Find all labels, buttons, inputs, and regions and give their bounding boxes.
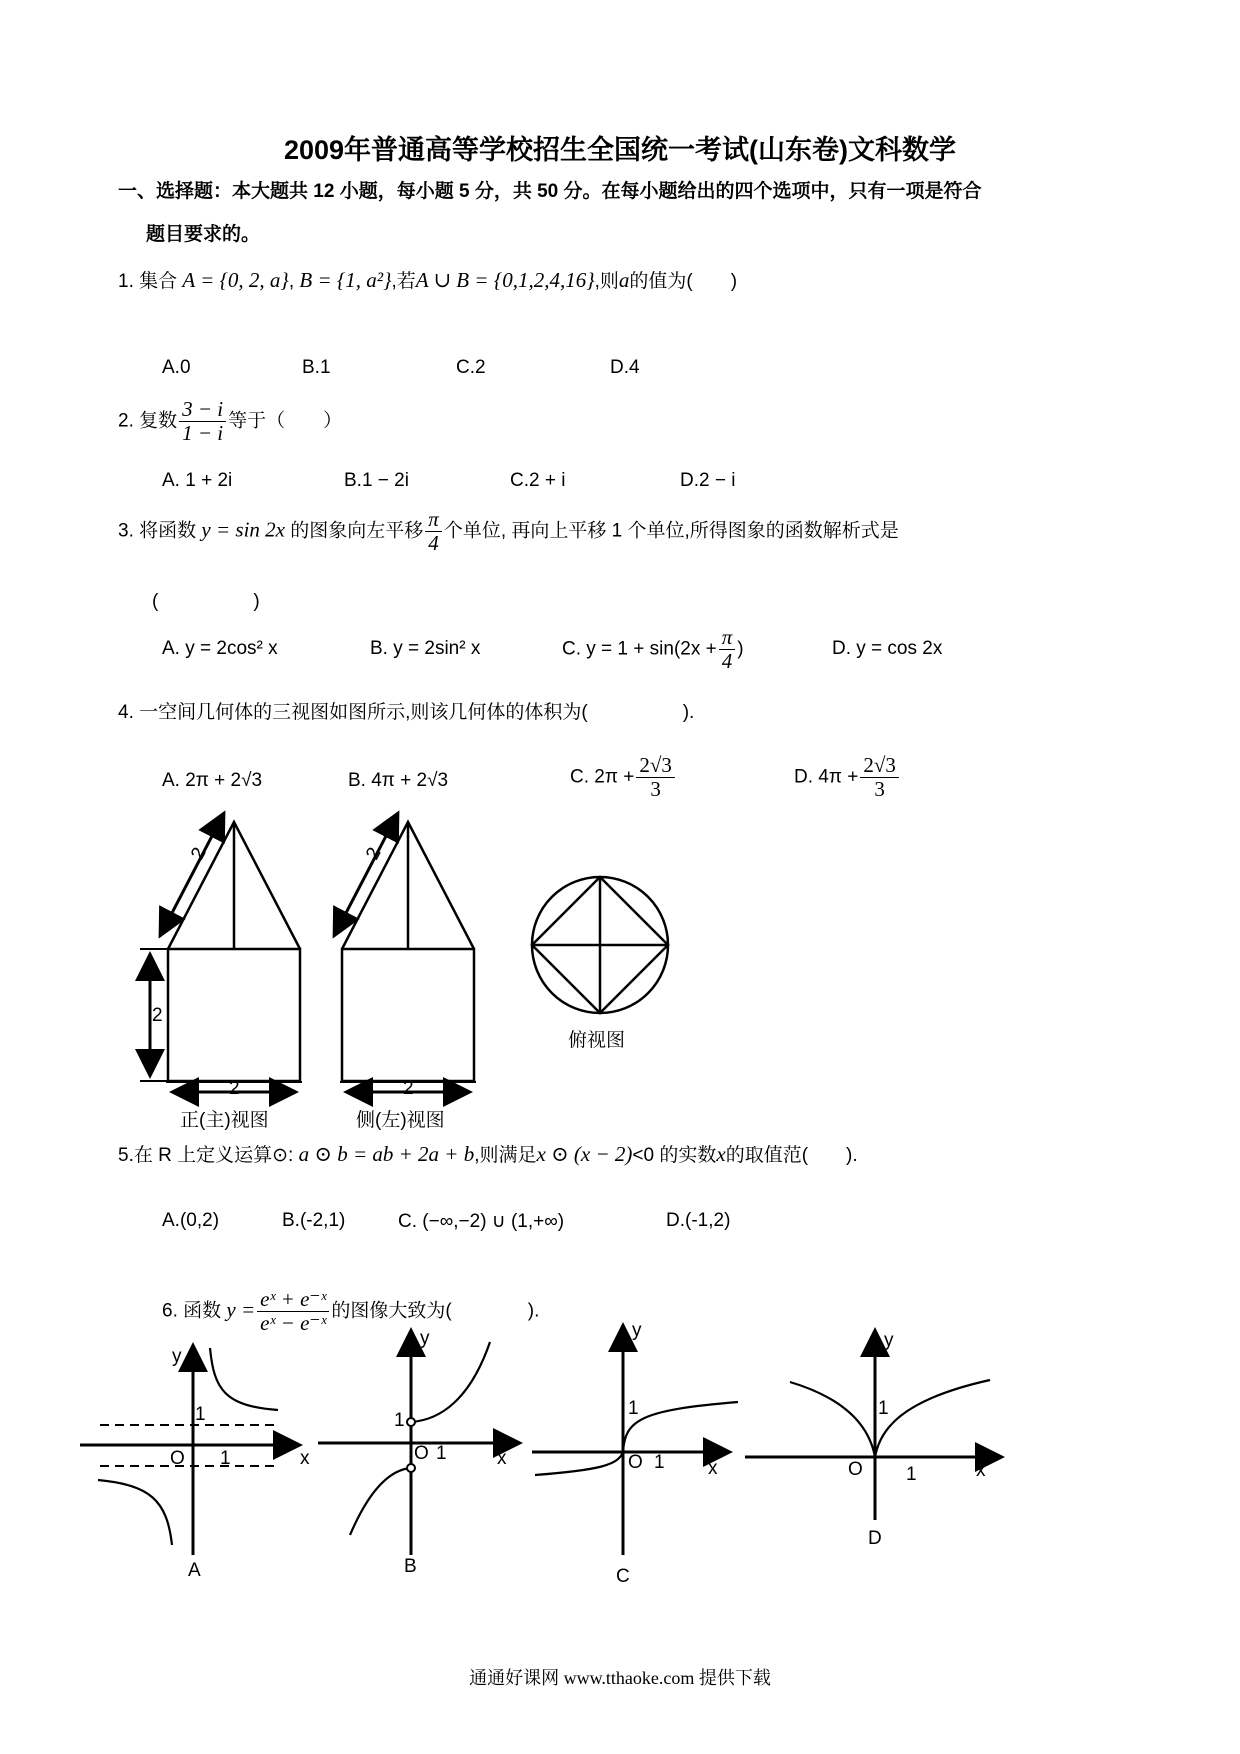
question-4: 4. 一空间几何体的三视图如图所示,则该几何体的体积为( ). — [118, 702, 695, 723]
q4-option-d-text: D. 4π + — [794, 766, 859, 788]
graph-b-curve-right — [411, 1342, 490, 1422]
q5-var: x — [716, 1142, 726, 1166]
page-footer: 通通好课网 www.tthaoke.com 提供下载 — [469, 1668, 771, 1688]
q5-option-b: B.(-2,1) — [282, 1210, 346, 1231]
q4-option-a: A. 2π + 2√3 — [162, 770, 263, 791]
front-view-label: 正(主)视图 — [180, 1110, 269, 1131]
q5-prefix: 5.在 R 上定义运算⊙: — [118, 1145, 294, 1166]
q3-mid: 的图象向左平移 — [290, 520, 424, 542]
q5-option-a: A.(0,2) — [162, 1210, 220, 1231]
q3-option-c-close: ) — [737, 638, 744, 660]
graph-c-label: C — [616, 1566, 630, 1587]
q1-var: a — [618, 268, 630, 292]
graph-d-x-label: x — [976, 1460, 986, 1481]
front-width-dim-label: 2 — [229, 1078, 240, 1099]
q1-union: A ∪ B = {0,1,2,4,16} — [415, 268, 595, 292]
graph-a — [80, 1345, 300, 1555]
graph-b-label: B — [404, 1556, 417, 1577]
graph-a-curve-right — [210, 1348, 278, 1410]
q6-suffix: 的图像大致为( ). — [331, 1300, 540, 1322]
q5-inequality: x ⊙ (x − 2) — [536, 1142, 633, 1166]
q2-option-a: A. 1 + 2i — [162, 470, 233, 491]
q3-option-a: A. y = 2cos² x — [162, 638, 278, 659]
graph-d-origin-label: O — [848, 1459, 863, 1480]
q3-option-d: D. y = cos 2x — [832, 638, 943, 659]
graph-a-origin-label: O — [170, 1448, 185, 1469]
page-title: 2009年普通高等学校招生全国统一考试(山东卷)文科数学 — [283, 135, 957, 165]
graph-d-label: D — [868, 1528, 882, 1549]
front-slant-dim-label: 2 — [187, 844, 211, 864]
graph-b-open-point-bottom — [407, 1464, 415, 1472]
q6-prefix: 6. 函数 — [162, 1300, 222, 1322]
q3-prefix: 3. 将函数 — [118, 520, 197, 542]
q3-numerator: π — [425, 508, 442, 532]
q3-function: y = sin 2x — [201, 517, 285, 542]
graph-a-y-label: y — [172, 1346, 182, 1367]
graph-c-y-tick: 1 — [628, 1398, 639, 1419]
side-width-dim-label: 2 — [403, 1078, 414, 1099]
q2-suffix: 等于（ ） — [228, 410, 343, 432]
graph-d-y-label: y — [884, 1330, 894, 1351]
q1-sep: , — [288, 271, 295, 292]
graph-b-x-label: x — [497, 1448, 507, 1469]
q4-option-d-numerator: 2√3 — [860, 754, 899, 778]
q5-option-c: C. (−∞,−2) ∪ (1,+∞) — [398, 1211, 565, 1232]
graph-a-label: A — [188, 1560, 201, 1581]
graph-d-x-tick: 1 — [906, 1464, 917, 1485]
q1-option-d: D.4 — [610, 357, 640, 378]
graph-c-x-tick: 1 — [654, 1452, 665, 1473]
graph-d-curve-right — [875, 1380, 990, 1457]
q3-option-c-text: C. y = 1 + sin(2x + — [562, 638, 717, 660]
graph-b-curve-left — [350, 1468, 411, 1535]
graph-a-x-tick: 1 — [220, 1448, 231, 1469]
q6-denominator: eˣ − e⁻ˣ — [260, 1311, 327, 1336]
q5-definition: a ⊙ b = ab + 2a + b — [298, 1142, 475, 1166]
side-slant-dim-label: 2 — [362, 844, 386, 864]
q6-lhs: y = — [226, 1297, 256, 1322]
q3-option-c-denominator: 4 — [721, 649, 733, 674]
graph-d-y-tick: 1 — [878, 1398, 889, 1419]
graph-a-y-tick: 1 — [195, 1404, 206, 1425]
q3-option-c-numerator: π — [719, 626, 736, 650]
q3-denominator: 4 — [428, 531, 439, 556]
graph-a-curve-left — [98, 1480, 172, 1545]
graph-b-y-tick: 1 — [394, 1410, 405, 1431]
q3-paren: ( ) — [152, 591, 260, 612]
q1-option-b: B.1 — [302, 357, 331, 378]
graph-c-y-label: y — [632, 1320, 642, 1341]
graph-d — [745, 1330, 1002, 1520]
graph-b-open-point-top — [407, 1418, 415, 1426]
graph-b-origin-label: O — [414, 1443, 429, 1464]
q5-mid-2: <0 的实数 — [632, 1145, 717, 1166]
q1-set-b: B = {1, a²} — [299, 268, 392, 292]
graph-c-curve-left — [535, 1452, 623, 1475]
q3-option-b: B. y = 2sin² x — [370, 638, 481, 659]
q4-option-c-text: C. 2π + — [570, 766, 635, 788]
q2-denominator: 1 − i — [182, 421, 224, 446]
front-height-dim-label: 2 — [152, 1005, 163, 1026]
q4-option-c-denominator: 3 — [650, 777, 661, 802]
q3-suffix: 个单位, 再向上平移 1 个单位,所得图象的函数解析式是 — [443, 520, 899, 542]
q5-option-d: D.(-1,2) — [666, 1210, 731, 1231]
q1-option-a: A.0 — [162, 357, 191, 378]
q4-option-d-denominator: 3 — [874, 777, 885, 802]
graph-b-x-tick: 1 — [436, 1443, 447, 1464]
q5-mid: ,则满足 — [474, 1145, 537, 1166]
q1-tail-2: 的值为( ) — [629, 271, 738, 292]
q1-mid: ,若 — [391, 271, 416, 292]
q2-option-d: D.2 − i — [680, 470, 736, 491]
graph-a-x-label: x — [300, 1448, 310, 1469]
graph-d-curve-left — [790, 1382, 875, 1457]
section-heading-cont: 题目要求的。 — [146, 224, 261, 245]
q1-option-c: C.2 — [456, 357, 486, 378]
graph-c-origin-label: O — [628, 1452, 643, 1473]
graph-c — [532, 1325, 738, 1555]
q2-prefix: 2. 复数 — [118, 410, 178, 432]
q5-suffix: 的取值范( ). — [725, 1145, 858, 1166]
q2-option-b: B.1 − 2i — [344, 470, 409, 491]
graph-c-curve-right — [623, 1402, 738, 1452]
q4-option-c-numerator: 2√3 — [636, 754, 675, 778]
graph-b-y-label: y — [420, 1328, 430, 1349]
q1-tail: ,则 — [594, 271, 619, 292]
q4-option-b: B. 4π + 2√3 — [348, 770, 449, 791]
graph-c-x-label: x — [708, 1458, 718, 1479]
q2-numerator: 3 − i — [179, 398, 226, 422]
top-view-label: 俯视图 — [568, 1030, 626, 1051]
side-view-label: 侧(左)视图 — [356, 1110, 445, 1131]
q6-numerator: eˣ + e⁻ˣ — [257, 1288, 329, 1312]
q1-set-a: A = {0, 2, a} — [182, 268, 289, 292]
section-heading: 一、选择题：本大题共 12 小题，每小题 5 分，共 50 分。在每小题给出的四个选项中，只有一项是符合 — [118, 181, 982, 202]
q1-prefix: 1. 集合 — [118, 271, 178, 292]
q2-option-c: C.2 + i — [510, 470, 566, 491]
